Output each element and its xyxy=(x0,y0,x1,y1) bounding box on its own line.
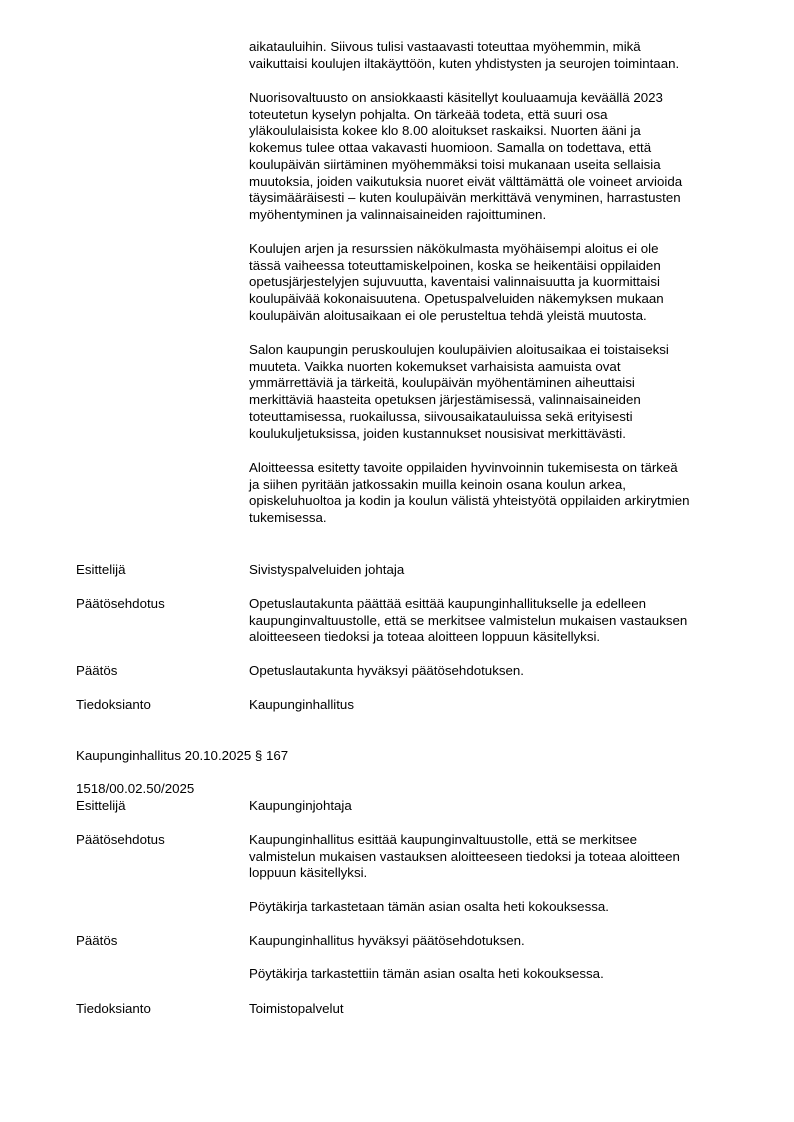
decision-value: Kaupunginhallitus hyväksyi päätösehdotuksen. xyxy=(249,933,525,948)
body-text xyxy=(249,460,749,527)
record-id: 1518/00.02.50/2025 xyxy=(76,781,195,797)
presenter-label: Esittelijä xyxy=(76,798,126,813)
meeting-title: Kaupunginhallitus 20.10.2025 § 167 xyxy=(76,747,289,763)
notification-value: Kaupunginhallitus xyxy=(249,697,354,712)
proposal-label: Päätösehdotus xyxy=(76,596,165,611)
presenter-label: Esittelijä xyxy=(76,562,126,577)
paragraph: Nuorisovaltuusto on ansiokkaasti käsitellyt kouluaamuja keväällä 2023 toteutetun kyselyn pohjalta. On tärkeää todeta, että suuri osa yläkoululaisista kokee klo 8.00 aloitukset raskaiksi. Nuorten ääni ja kokemus tulee ottaa vakavasti huomioon. Samalla on todettava, että koulupäivän siirtäminen myöhemmäksi toisi mukanaan useita sellaisia muutoksia, joiden vaikutuksia nuoret eivät välttämättä ole voineet arvioida täysimääräisesti – kuten koulupäivän merkittävä venyminen, harrastusten myöhentyminen ja valinnaisaineiden rajoittuminen. xyxy=(249,90,683,222)
body-text xyxy=(249,90,749,224)
decision-label: Päätös xyxy=(76,663,118,678)
body-text xyxy=(249,39,749,72)
paragraph: Aloitteessa esitetty tavoite oppilaiden hyvinvoinnin tukemisesta on tärkeä ja siihen pyritään jatkossakin muilla keinoin osana koulun arkea, opiskeluhuoltoa ja kodin ja koulun välistä yhteistyötä oppilaiden arkirytmien tukemisessa. xyxy=(249,460,690,526)
paragraph: aikatauluihin. Siivous tulisi vastaavasti toteuttaa myöhemmin, mikä vaikuttaisi koulujen iltakäyttöön, kuten yhdistysten ja seurojen toimintaan. xyxy=(249,39,680,71)
proposal-label: Päätösehdotus xyxy=(76,832,165,847)
paragraph: Koulujen arjen ja resurssien näkökulmasta myöhäisempi aloitus ei ole tässä vaiheessa toteuttamiskelpoinen, koska se heikentäisi oppilaiden opetusjärjestelyjen sujuvuutta, kaventaisi valinnaisuutta ja kuormittaisi koulupäivää kokonaisuutena. Opetuspalveluiden näkemyksen mukaan koulupäivän aloitusaikaan ei ole perusteltua tehdä yleistä muutosta. xyxy=(249,241,664,323)
notification-label: Tiedoksianto xyxy=(76,1001,151,1016)
decision-value: Opetuslautakunta hyväksyi päätösehdotuksen. xyxy=(249,663,524,678)
decision-label: Päätös xyxy=(76,933,118,948)
proposal-value: Opetuslautakunta päättää esittää kaupunginhallitukselle ja edelleen kaupunginvaltuustolle, että se merkitsee valmistelun mukaisen vastauksen aloitteeseen tiedoksi ja toteaa aloitteen loppuun käsitellyksi. xyxy=(249,596,688,645)
notification-value: Toimistopalvelut xyxy=(249,1001,344,1016)
body-text xyxy=(249,241,749,325)
presenter-value: Kaupunginjohtaja xyxy=(249,798,352,813)
proposal-value: Kaupunginhallitus esittää kaupunginvaltuustolle, että se merkitsee valmistelun mukaisen vastauksen aloitteeseen tiedoksi ja toteaa aloitteen loppuun käsitellyksi. xyxy=(249,832,680,881)
body-text xyxy=(249,342,749,442)
notification-label: Tiedoksianto xyxy=(76,697,151,712)
decision-note: Pöytäkirja tarkastettiin tämän asian osalta heti kokouksessa. xyxy=(249,966,604,981)
paragraph: Salon kaupungin peruskoulujen koulupäivien aloitusaikaa ei toistaiseksi muuteta. Vaikka nuorten kokemukset varhaisista aamuista ovat ymmärrettäviä ja tärkeitä, koulupäivän myöhentäminen aiheuttaisi merkittäviä haasteita opetuksen järjestämisessä, valinnaisaineiden toteuttamisessa, ruokailussa, siivousaikatauluissa sekä erityisesti koulukuljetuksissa, joiden kustannukset nousisivat merkittävästi. xyxy=(249,342,669,441)
presenter-value: Sivistyspalveluiden johtaja xyxy=(249,562,405,577)
proposal-note: Pöytäkirja tarkastetaan tämän asian osalta heti kokouksessa. xyxy=(249,899,609,914)
